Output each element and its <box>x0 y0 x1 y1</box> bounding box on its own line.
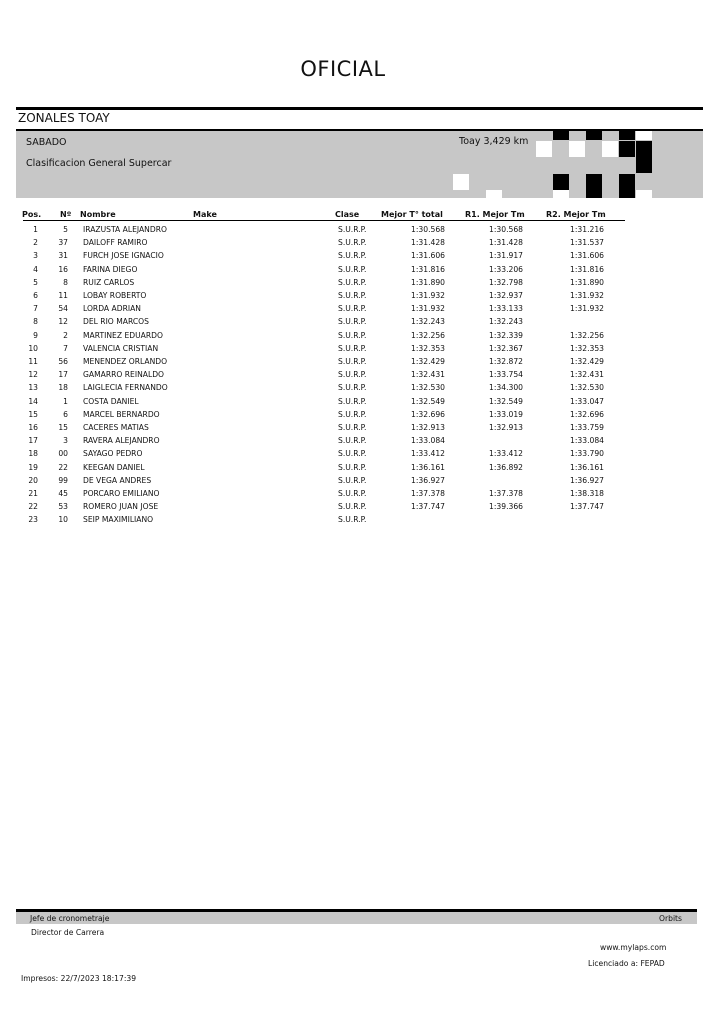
row-r2-best: 1:31.606 <box>570 251 604 261</box>
row-number: 16 <box>58 264 68 274</box>
row-best-total: 1:33.084 <box>411 436 445 446</box>
row-driver-name: MENENDEZ ORLANDO <box>83 357 168 366</box>
row-r1-best: 1:33.206 <box>489 264 523 274</box>
row-r1-best: 1:32.367 <box>489 343 523 353</box>
table-row <box>0 423 724 436</box>
row-r1-best: 1:39.366 <box>489 502 523 512</box>
row-best-total: 1:37.747 <box>411 502 445 512</box>
row-driver-name: FURCH JOSE IGNACIO <box>83 251 164 261</box>
row-r1-best: 1:32.549 <box>489 396 523 406</box>
session-name: Clasificacion General Supercar <box>26 158 172 169</box>
row-r2-best: 1:32.353 <box>570 343 604 353</box>
row-class: S.U.R.P. <box>338 423 367 432</box>
row-best-total: 1:32.913 <box>411 423 445 432</box>
row-number: 15 <box>58 423 68 432</box>
table-row <box>0 278 724 291</box>
row-r1-best: 1:32.339 <box>489 330 523 340</box>
row-number: 11 <box>58 291 68 300</box>
flag-square <box>486 190 502 198</box>
row-class: S.U.R.P. <box>338 357 367 366</box>
row-number: 5 <box>63 225 68 234</box>
row-r1-best: 1:37.378 <box>489 489 523 498</box>
table-row <box>0 291 724 304</box>
row-number: 54 <box>58 304 68 314</box>
col-header-r1-best: R1. Mejor Tm <box>465 210 525 219</box>
row-number: 00 <box>58 449 68 459</box>
row-class: S.U.R.P. <box>338 396 367 406</box>
col-header-best-total: Mejor T° total <box>381 210 443 219</box>
row-number: 10 <box>58 515 68 525</box>
table-row <box>0 436 724 449</box>
table-row <box>0 502 724 515</box>
flag-square <box>619 190 635 198</box>
table-row <box>0 463 724 476</box>
row-driver-name: LOBAY ROBERTO <box>83 291 147 300</box>
row-r1-best: 1:32.872 <box>489 357 523 366</box>
track-info: Toay 3,429 km <box>459 136 529 147</box>
row-best-total: 1:31.606 <box>411 251 445 261</box>
row-driver-name: PORCARO EMILIANO <box>83 489 160 498</box>
row-driver-name: CACERES MATIAS <box>83 423 149 432</box>
row-number: 53 <box>58 502 68 512</box>
row-driver-name: SEIP MAXIMILIANO <box>83 515 154 525</box>
row-number: 22 <box>58 462 68 472</box>
flag-square <box>636 131 652 140</box>
row-position: 2 <box>33 238 38 248</box>
row-driver-name: SAYAGO PEDRO <box>83 449 143 459</box>
row-best-total: 1:31.890 <box>411 277 445 287</box>
row-class: S.U.R.P. <box>338 370 367 380</box>
row-r1-best: 1:36.892 <box>489 462 523 472</box>
flag-square <box>636 141 652 157</box>
row-r2-best: 1:33.790 <box>570 449 604 459</box>
row-r2-best: 1:32.431 <box>570 370 604 380</box>
row-r2-best: 1:31.932 <box>570 304 604 314</box>
row-number: 45 <box>58 489 68 498</box>
row-class: S.U.R.P. <box>338 383 367 393</box>
row-r2-best: 1:33.759 <box>570 423 604 432</box>
table-row <box>0 344 724 357</box>
row-r1-best: 1:33.019 <box>489 409 523 419</box>
row-driver-name: MARTINEZ EDUARDO <box>83 330 163 340</box>
row-driver-name: DEL RIO MARCOS <box>83 317 149 327</box>
table-row <box>0 304 724 317</box>
row-position: 11 <box>28 357 38 366</box>
row-class: S.U.R.P. <box>338 225 367 234</box>
row-driver-name: LAIGLECIA FERNANDO <box>83 383 168 393</box>
row-position: 12 <box>28 370 38 380</box>
col-header-class: Clase <box>335 210 360 219</box>
brand-label: Orbits <box>659 914 682 923</box>
table-row <box>0 251 724 264</box>
row-r2-best: 1:33.047 <box>570 396 604 406</box>
row-number: 3 <box>63 436 68 446</box>
flag-square <box>586 190 602 198</box>
row-r2-best: 1:31.537 <box>570 238 604 248</box>
row-number: 18 <box>58 383 68 393</box>
event-title: ZONALES TOAY <box>18 111 110 125</box>
row-best-total: 1:36.161 <box>411 462 445 472</box>
row-r2-best: 1:31.216 <box>570 225 604 234</box>
row-driver-name: RAVERA ALEJANDRO <box>83 436 160 446</box>
row-number: 31 <box>58 251 68 261</box>
row-number: 1 <box>63 396 68 406</box>
flag-square <box>636 157 652 173</box>
row-driver-name: GAMARRO REINALDO <box>83 370 165 380</box>
row-r1-best: 1:32.798 <box>489 277 523 287</box>
row-best-total: 1:32.243 <box>411 317 445 327</box>
row-best-total: 1:32.431 <box>411 370 445 380</box>
row-class: S.U.R.P. <box>338 291 367 300</box>
row-r1-best: 1:30.568 <box>489 225 523 234</box>
row-r1-best: 1:34.300 <box>489 383 523 393</box>
row-position: 14 <box>28 396 38 406</box>
row-r1-best: 1:33.412 <box>489 449 523 459</box>
row-number: 8 <box>63 277 68 287</box>
header-divider <box>23 220 625 221</box>
row-number: 7 <box>63 343 68 353</box>
table-row <box>0 331 724 344</box>
row-driver-name: VALENCIA CRISTIAN <box>83 343 159 353</box>
flag-square <box>536 141 552 157</box>
row-r1-best: 1:33.754 <box>489 370 523 380</box>
row-r1-best: 1:32.937 <box>489 291 523 300</box>
row-r1-best: 1:31.917 <box>489 251 523 261</box>
row-number: 99 <box>58 475 68 485</box>
row-best-total: 1:31.428 <box>411 238 445 248</box>
row-position: 5 <box>33 277 38 287</box>
row-number: 56 <box>58 357 68 366</box>
row-best-total: 1:32.353 <box>411 343 445 353</box>
row-r2-best: 1:31.932 <box>570 291 604 300</box>
row-class: S.U.R.P. <box>338 436 367 446</box>
row-number: 12 <box>58 317 68 327</box>
row-r2-best: 1:32.429 <box>570 357 604 366</box>
table-row <box>0 383 724 396</box>
flag-square <box>619 131 635 140</box>
printed-timestamp: Impresos: 22/7/2023 18:17:39 <box>21 974 137 983</box>
row-driver-name: FARINA DIEGO <box>83 264 138 274</box>
row-class: S.U.R.P. <box>338 238 367 248</box>
table-row <box>0 476 724 489</box>
flag-square <box>553 174 569 190</box>
row-driver-name: IRAZUSTA ALEJANDRO <box>83 225 167 234</box>
row-r2-best: 1:33.084 <box>570 436 604 446</box>
flag-square <box>619 141 635 157</box>
table-row <box>0 410 724 423</box>
row-class: S.U.R.P. <box>338 475 367 485</box>
row-class: S.U.R.P. <box>338 330 367 340</box>
timing-chief-label: Jefe de cronometraje <box>30 914 110 923</box>
website-label: www.mylaps.com <box>600 943 667 952</box>
row-class: S.U.R.P. <box>338 343 367 353</box>
row-best-total: 1:33.412 <box>411 449 445 459</box>
table-row <box>0 515 724 528</box>
flag-square <box>586 174 602 190</box>
top-divider <box>16 107 703 110</box>
table-row <box>0 265 724 278</box>
row-r2-best: 1:38.318 <box>570 489 604 498</box>
license-label: Licenciado a: FEPAD <box>588 959 665 968</box>
row-position: 18 <box>28 449 38 459</box>
row-r2-best: 1:36.161 <box>570 462 604 472</box>
row-best-total: 1:30.568 <box>411 225 445 234</box>
table-row <box>0 357 724 370</box>
row-class: S.U.R.P. <box>338 317 367 327</box>
row-r1-best: 1:31.428 <box>489 238 523 248</box>
row-position: 13 <box>28 383 38 393</box>
row-driver-name: ROMERO JUAN JOSE <box>83 502 159 512</box>
row-position: 19 <box>28 462 38 472</box>
row-r2-best: 1:36.927 <box>570 475 604 485</box>
flag-square <box>602 141 618 157</box>
footer-bar <box>16 909 697 924</box>
row-driver-name: RUIZ CARLOS <box>83 277 135 287</box>
row-position: 7 <box>33 304 38 314</box>
row-r2-best: 1:32.696 <box>570 409 604 419</box>
col-header-pos: Pos. <box>22 210 42 219</box>
row-r1-best: 1:32.913 <box>489 423 523 432</box>
row-position: 8 <box>33 317 38 327</box>
row-r2-best: 1:31.816 <box>570 264 604 274</box>
row-best-total: 1:32.429 <box>411 357 445 366</box>
row-best-total: 1:32.530 <box>411 383 445 393</box>
row-class: S.U.R.P. <box>338 409 367 419</box>
row-class: S.U.R.P. <box>338 277 367 287</box>
flag-square <box>636 190 652 198</box>
row-best-total: 1:37.378 <box>411 489 445 498</box>
row-driver-name: KEEGAN DANIEL <box>83 462 145 472</box>
table-row <box>0 225 724 238</box>
row-position: 23 <box>28 515 38 525</box>
row-best-total: 1:32.549 <box>411 396 445 406</box>
flag-square <box>553 190 569 198</box>
row-driver-name: MARCEL BERNARDO <box>83 409 160 419</box>
row-class: S.U.R.P. <box>338 515 367 525</box>
flag-square <box>453 174 469 190</box>
flag-square <box>569 141 585 157</box>
row-class: S.U.R.P. <box>338 489 367 498</box>
race-director-label: Director de Carrera <box>31 928 105 937</box>
row-best-total: 1:32.696 <box>411 409 445 419</box>
session-day: SABADO <box>26 137 67 148</box>
col-header-r2-best: R2. Mejor Tm <box>546 210 606 219</box>
row-r1-best: 1:33.133 <box>489 304 523 314</box>
row-driver-name: DE VEGA ANDRES <box>83 475 152 485</box>
row-r2-best: 1:37.747 <box>570 502 604 512</box>
flag-square <box>586 131 602 140</box>
row-position: 20 <box>28 475 38 485</box>
row-class: S.U.R.P. <box>338 449 367 459</box>
row-best-total: 1:31.932 <box>411 304 445 314</box>
row-best-total: 1:31.816 <box>411 264 445 274</box>
row-driver-name: COSTA DANIEL <box>83 396 139 406</box>
table-row <box>0 397 724 410</box>
row-r2-best: 1:32.530 <box>570 383 604 393</box>
row-best-total: 1:31.932 <box>411 291 445 300</box>
table-row <box>0 449 724 462</box>
row-class: S.U.R.P. <box>338 502 367 512</box>
flag-square <box>619 174 635 190</box>
row-position: 17 <box>28 436 38 446</box>
row-driver-name: LORDA ADRIAN <box>83 304 141 314</box>
table-row <box>0 370 724 383</box>
row-number: 2 <box>63 330 68 340</box>
row-position: 22 <box>28 502 38 512</box>
row-number: 37 <box>58 238 68 248</box>
row-position: 6 <box>33 291 38 300</box>
row-position: 3 <box>33 251 38 261</box>
row-number: 6 <box>63 409 68 419</box>
row-number: 17 <box>58 370 68 380</box>
row-r2-best: 1:31.890 <box>570 277 604 287</box>
row-best-total: 1:36.927 <box>411 475 445 485</box>
col-header-number: Nº <box>60 210 72 219</box>
col-header-name: Nombre <box>80 210 116 219</box>
table-row <box>0 317 724 330</box>
col-header-make: Make <box>193 210 217 219</box>
row-position: 9 <box>33 330 38 340</box>
row-class: S.U.R.P. <box>338 251 367 261</box>
row-r2-best: 1:32.256 <box>570 330 604 340</box>
session-banner <box>16 131 703 198</box>
row-position: 15 <box>28 409 38 419</box>
row-class: S.U.R.P. <box>338 264 367 274</box>
row-position: 16 <box>28 423 38 432</box>
table-row <box>0 238 724 251</box>
row-position: 21 <box>28 489 38 498</box>
table-row <box>0 489 724 502</box>
row-r1-best: 1:32.243 <box>489 317 523 327</box>
row-position: 4 <box>33 264 38 274</box>
row-best-total: 1:32.256 <box>411 330 445 340</box>
official-title: OFICIAL <box>300 57 386 81</box>
row-class: S.U.R.P. <box>338 462 367 472</box>
row-position: 1 <box>33 225 38 234</box>
row-position: 10 <box>28 343 38 353</box>
row-driver-name: DAILOFF RAMIRO <box>83 238 148 248</box>
row-class: S.U.R.P. <box>338 304 367 314</box>
flag-square <box>553 131 569 140</box>
